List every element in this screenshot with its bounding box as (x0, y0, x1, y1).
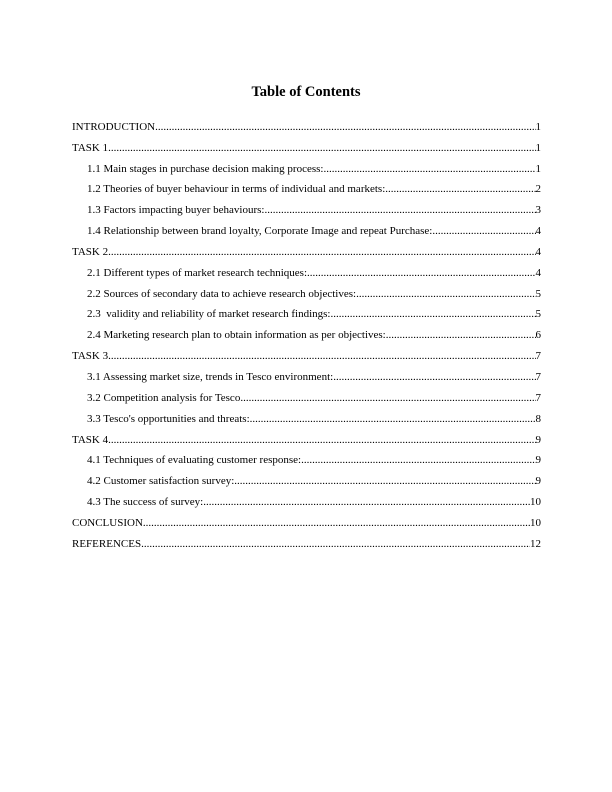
toc-entry-label: 4.2 Customer satisfaction survey: (87, 475, 235, 488)
toc-entry-label: 2.2 Sources of secondary data to achieve research objectives: (87, 287, 357, 300)
toc-dot-leader (356, 288, 535, 301)
toc-entry-task-3[interactable] (72, 342, 541, 363)
toc-entry-page: 4 (535, 225, 541, 238)
toc-entry-2-3[interactable] (72, 301, 541, 322)
toc-dot-leader (333, 371, 535, 384)
toc-entry-introduction[interactable] (72, 113, 541, 134)
toc-entry-4-3[interactable] (72, 488, 541, 509)
toc-dot-leader (265, 204, 536, 217)
toc-entry-page: 1 (535, 162, 541, 175)
toc-dot-leader (330, 308, 535, 321)
toc-dot-leader (108, 246, 535, 259)
toc-entry-label: REFERENCES (72, 537, 142, 550)
toc-dot-leader (108, 434, 535, 447)
toc-entry-page: 1 (535, 120, 541, 133)
toc-entry-page: 1 (535, 141, 541, 154)
toc-entry-references[interactable] (72, 530, 541, 551)
toc-dot-leader (301, 454, 535, 467)
toc-entry-4-1[interactable] (72, 447, 541, 468)
toc-entry-1-4[interactable] (72, 217, 541, 238)
toc-dot-leader (240, 392, 535, 405)
toc-entry-2-4[interactable] (72, 321, 541, 342)
toc-entry-page: 7 (535, 370, 541, 383)
toc-entry-page: 10 (530, 516, 541, 529)
toc-dot-leader (234, 475, 535, 488)
toc-entry-label: TASK 3 (72, 350, 109, 363)
toc-entry-page: 4 (535, 266, 541, 279)
toc-dot-leader (143, 517, 530, 530)
toc-entry-label: 1.1 Main stages in purchase decision making process: (87, 162, 324, 175)
toc-entry-task-4[interactable] (72, 426, 541, 447)
toc-entry-label: 4.3 The success of survey: (87, 496, 204, 509)
toc-list (72, 113, 541, 551)
toc-entry-page: 5 (535, 308, 541, 321)
toc-entry-page: 12 (530, 537, 541, 550)
toc-entry-1-1[interactable] (72, 155, 541, 176)
toc-entry-page: 4 (535, 245, 541, 258)
toc-entry-page: 8 (535, 412, 541, 425)
toc-dot-leader (108, 142, 535, 155)
toc-dot-leader (203, 496, 530, 509)
toc-entry-task-1[interactable] (72, 134, 541, 155)
toc-title: Table of Contents (251, 84, 361, 100)
toc-entry-1-3[interactable] (72, 196, 541, 217)
toc-entry-label: 2.3 validity and reliability of market research findings: (87, 308, 331, 321)
toc-entry-label: TASK 4 (72, 433, 109, 446)
toc-entry-page: 9 (535, 454, 541, 467)
toc-entry-label: TASK 1 (72, 141, 109, 154)
toc-entry-page: 7 (535, 350, 541, 363)
toc-entry-label: TASK 2 (72, 245, 109, 258)
toc-entry-page: 6 (535, 329, 541, 342)
toc-entry-label: 2.4 Marketing research plan to obtain information as per objectives: (87, 329, 386, 342)
toc-dot-leader (385, 183, 535, 196)
toc-entry-label: CONCLUSION (72, 516, 143, 529)
toc-entry-label: 3.1 Assessing market size, trends in Tesco environment: (87, 370, 334, 383)
toc-entry-page: 9 (535, 433, 541, 446)
toc-entry-label: 1.3 Factors impacting buyer behaviours: (87, 204, 265, 217)
toc-entry-label: 3.2 Competition analysis for Tesco (87, 391, 241, 404)
toc-entry-label: 1.2 Theories of buyer behaviour in terms of individual and markets: (87, 183, 386, 196)
toc-entry-page: 9 (535, 475, 541, 488)
toc-dot-leader (323, 163, 535, 176)
toc-entry-page: 7 (535, 391, 541, 404)
toc-entry-conclusion[interactable] (72, 509, 541, 530)
toc-dot-leader (141, 538, 530, 551)
toc-entry-4-2[interactable] (72, 467, 541, 488)
toc-entry-task-2[interactable] (72, 238, 541, 259)
toc-entry-2-1[interactable] (72, 259, 541, 280)
toc-dot-leader (307, 267, 535, 280)
toc-entry-2-2[interactable] (72, 280, 541, 301)
toc-entry-label: 1.4 Relationship between brand loyalty, Corporate Image and repeat Purchase: (87, 225, 433, 238)
toc-entry-label: 3.3 Tesco's opportunities and threats: (87, 412, 250, 425)
toc-entry-3-1[interactable] (72, 363, 541, 384)
toc-entry-3-2[interactable] (72, 384, 541, 405)
toc-entry-label: 2.1 Different types of market research techniques: (87, 266, 308, 279)
toc-entry-page: 10 (530, 496, 541, 509)
toc-entry-1-2[interactable] (72, 176, 541, 197)
toc-entry-label: 4.1 Techniques of evaluating customer response: (87, 454, 302, 467)
toc-entry-page: 3 (535, 204, 541, 217)
toc-entry-label: INTRODUCTION (72, 120, 156, 133)
toc-entry-page: 5 (535, 287, 541, 300)
toc-entry-3-3[interactable] (72, 405, 541, 426)
toc-dot-leader (250, 413, 536, 426)
toc-dot-leader (108, 350, 535, 363)
toc-dot-leader (386, 329, 536, 342)
toc-dot-leader (155, 121, 535, 134)
toc-entry-page: 2 (535, 183, 541, 196)
toc-dot-leader (432, 225, 535, 238)
